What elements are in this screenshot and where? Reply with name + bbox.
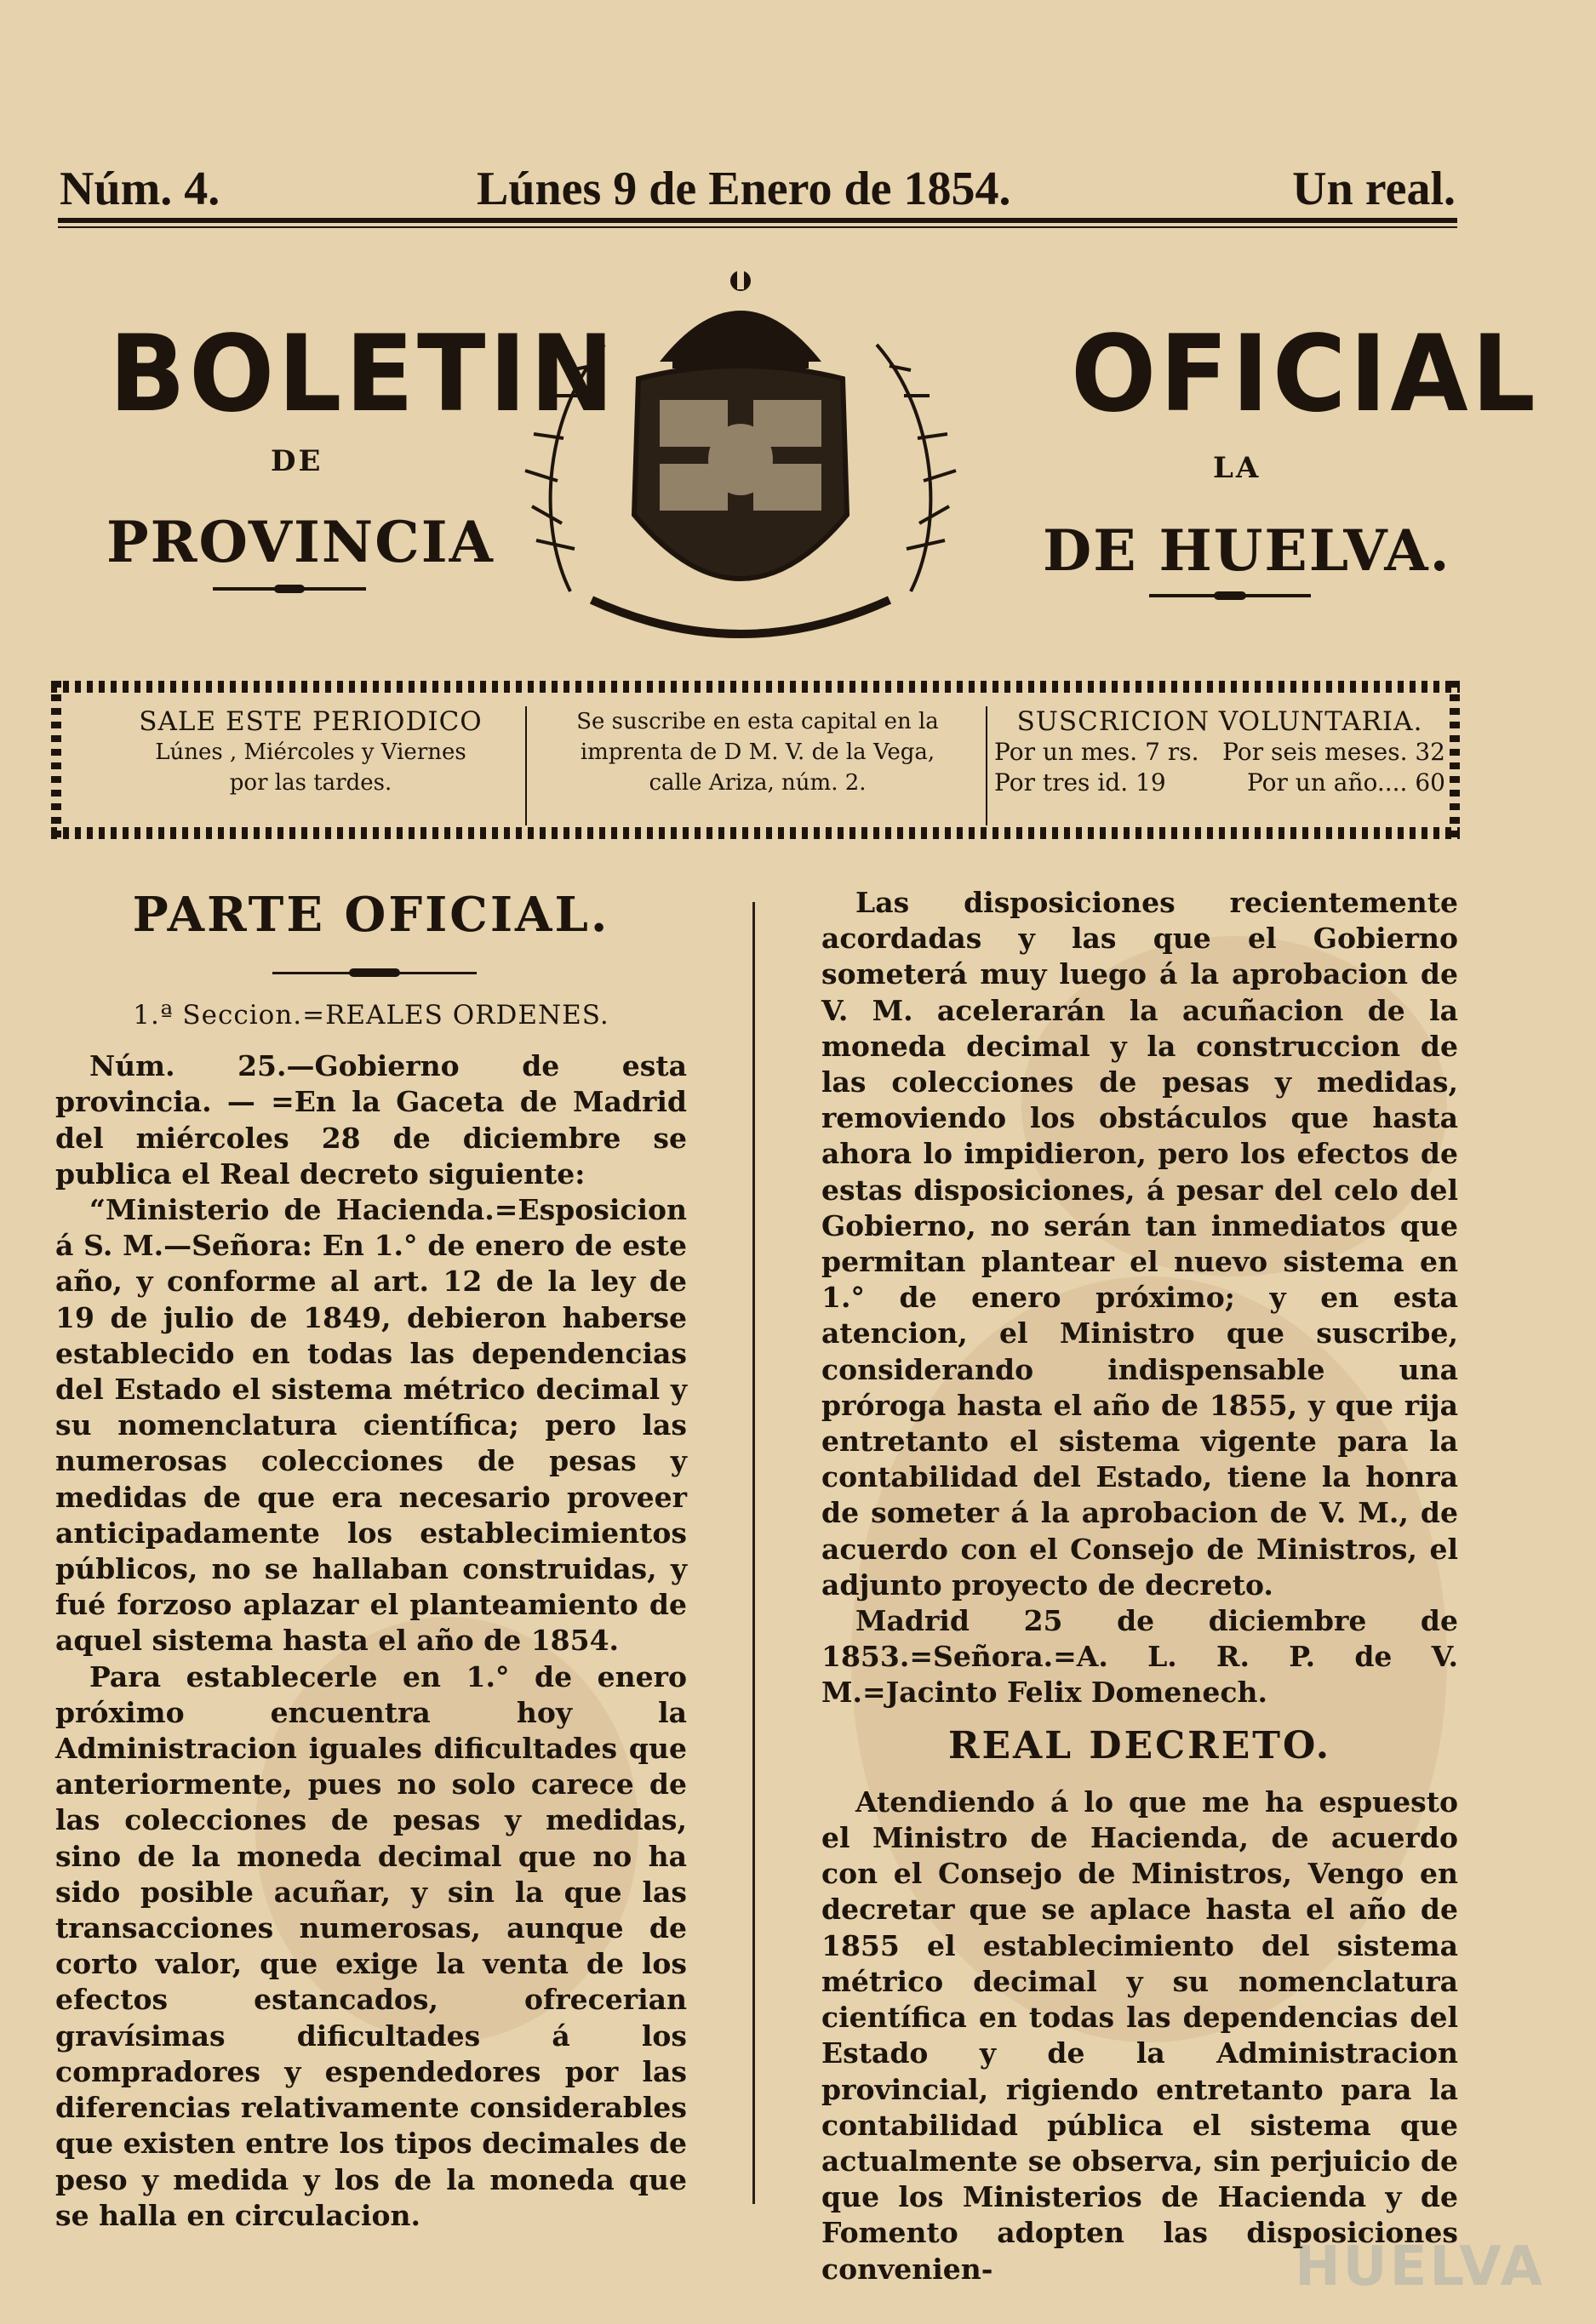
section-title: PARTE OFICIAL. xyxy=(132,887,610,943)
price-six-months: Por seis meses. 32 xyxy=(1222,738,1445,766)
schedule-time: por las tardes. xyxy=(229,770,392,796)
masthead-provincia: PROVINCIA xyxy=(106,509,495,575)
article-paragraph: “Ministerio de Hacienda.=Esposicion á S. M.—Señora: En 1.° de enero de este año, y conforme al art. 12 de la ley de 19 de julio de 1849, debieron haberse establecido en todas las dependencias del Estado el sistema métrico decimal y su nomenclatura científica; pero las numerosas colecciones de pesas y medidas de que era necesario proveer anticipadamente los establecimientos públicos, no se hallaban construidas, y fué forzoso aplazar el planteamiento de aquel sistema hasta el año de 1854. xyxy=(55,1193,687,1658)
left-column xyxy=(55,885,687,2234)
prices-heading: SUSCRICION VOLUNTARIA. xyxy=(1016,706,1423,737)
price-row xyxy=(994,768,1445,798)
box-border-bottom xyxy=(51,827,1460,839)
issue-date: Lúnes 9 de Enero de 1854. xyxy=(477,163,1011,215)
masthead-flourish-left xyxy=(213,587,366,591)
royal-coat-of-arms-icon xyxy=(511,268,970,642)
header-rule xyxy=(58,218,1457,223)
price-year: Por un año.... 60 xyxy=(1246,768,1445,797)
masthead-de: DE xyxy=(271,444,323,478)
box-border-left xyxy=(51,681,61,839)
masthead-de-huelva: DE HUELVA. xyxy=(1043,517,1451,584)
box-border-right xyxy=(1450,681,1460,839)
library-watermark xyxy=(1273,2222,1545,2298)
column-rule xyxy=(752,902,755,2204)
masthead-la: LA xyxy=(1213,451,1261,485)
right-column xyxy=(821,885,1458,2287)
watermark-text: HUELVA xyxy=(1295,2235,1545,2298)
masthead-boletin: BOLETIN xyxy=(109,311,618,436)
decree-title: REAL DECRETO. xyxy=(947,1723,1332,1767)
header-rule-thin xyxy=(58,226,1457,228)
subscription-place-line: calle Ariza, núm. 2. xyxy=(649,770,867,796)
subscription-place xyxy=(536,706,979,821)
box-divider xyxy=(986,706,987,825)
decree-paragraph: Atendiendo á lo que me ha espuesto el Ministro de Hacienda, de acuerdo con el Consejo de Ministros, Vengo en decretar que se aplace hasta el año de 1855 el establecimiento del sistema métrico decimal y su nomenclatura científica en todas las dependencias del Estado y de la Administracion provincial, rigiendo entretanto para la contabilidad pública el sistema que actualmente se observa, sin perjuicio de que los Ministerios de Hacienda y de Fomento adopten las disposiciones convenien- xyxy=(821,1784,1458,2286)
section-heading: 1.ª Seccion.=REALES ORDENES. xyxy=(133,1000,609,1031)
article-paragraph: Las disposiciones recientemente acordadas y las que el Gobierno someterá muy luego á la aprobacion de V. M. acelerarán la acuñacion de la moneda decimal y la construccion de las colecciones de pesas y medidas, removiendo los obstáculos que hasta ahora lo impidieron, pero los efectos de estas disposiciones, á pesar del celo del Gobierno, no serán tan inmediatos que permitan plantear el nuevo sistema en 1.° de enero próximo; y en esta atencion, el Ministro que suscribe, considerando indispensable una próroga hasta el año de 1855, y que rija entretanto el sistema vigente para la contabilidad del Estado, tiene la honra de someter á la aprobacion de V. M., de acuerdo con el Consejo de Ministros, el adjunto proyecto de decreto. xyxy=(821,886,1458,1602)
subscription-prices xyxy=(994,706,1445,821)
article-paragraph: Para establecerle en 1.° de enero próximo encuentra hoy la Administracion iguales dificultades que anteriormente, pues no solo carece de las colecciones de pesas y medidas, sino de la moneda decimal que no ha sido posible acuñar, y sin la que las transacciones numerosas, aunque de corto valor, que exige la venta de los efectos estancados, ofrecerian gravísimas dificultades á los compradores y espendedores por las diferencias relativamente considerables que existen entre los tipos decimales de peso y medida y los de la moneda que se halla en circulacion. xyxy=(55,1659,687,2232)
issue-price: Un real. xyxy=(1292,163,1456,215)
box-divider xyxy=(525,706,527,825)
issue-line xyxy=(60,162,1456,213)
subscription-place-line: Se suscribe en esta capital en la xyxy=(576,709,939,734)
subscription-place-line: imprenta de D M. V. de la Vega, xyxy=(580,739,935,765)
price-three-months: Por tres id. 19 xyxy=(994,768,1166,797)
signature-paragraph: Madrid 25 de diciembre de 1853.=Señora.=A. L. R. P. de V. M.=Jacinto Felix Domenech. xyxy=(821,1604,1458,1710)
article-paragraph: Núm. 25.—Gobierno de esta provincia. — =En la Gaceta de Madrid del miércoles 28 de diciembre se publica el Real decreto siguiente: xyxy=(55,1049,687,1191)
masthead-flourish-right xyxy=(1149,594,1311,597)
price-month: Por un mes. 7 rs. xyxy=(994,738,1199,766)
issue-number: Núm. 4. xyxy=(60,163,220,215)
schedule-heading: SALE ESTE PERIODICO xyxy=(139,706,483,737)
price-row xyxy=(994,737,1445,768)
publication-schedule xyxy=(98,706,523,821)
masthead-oficial: OFICIAL xyxy=(1071,311,1539,436)
box-border-top xyxy=(51,681,1460,693)
schedule-days: Lúnes , Miércoles y Viernes xyxy=(155,739,466,765)
section-flourish xyxy=(55,960,687,985)
